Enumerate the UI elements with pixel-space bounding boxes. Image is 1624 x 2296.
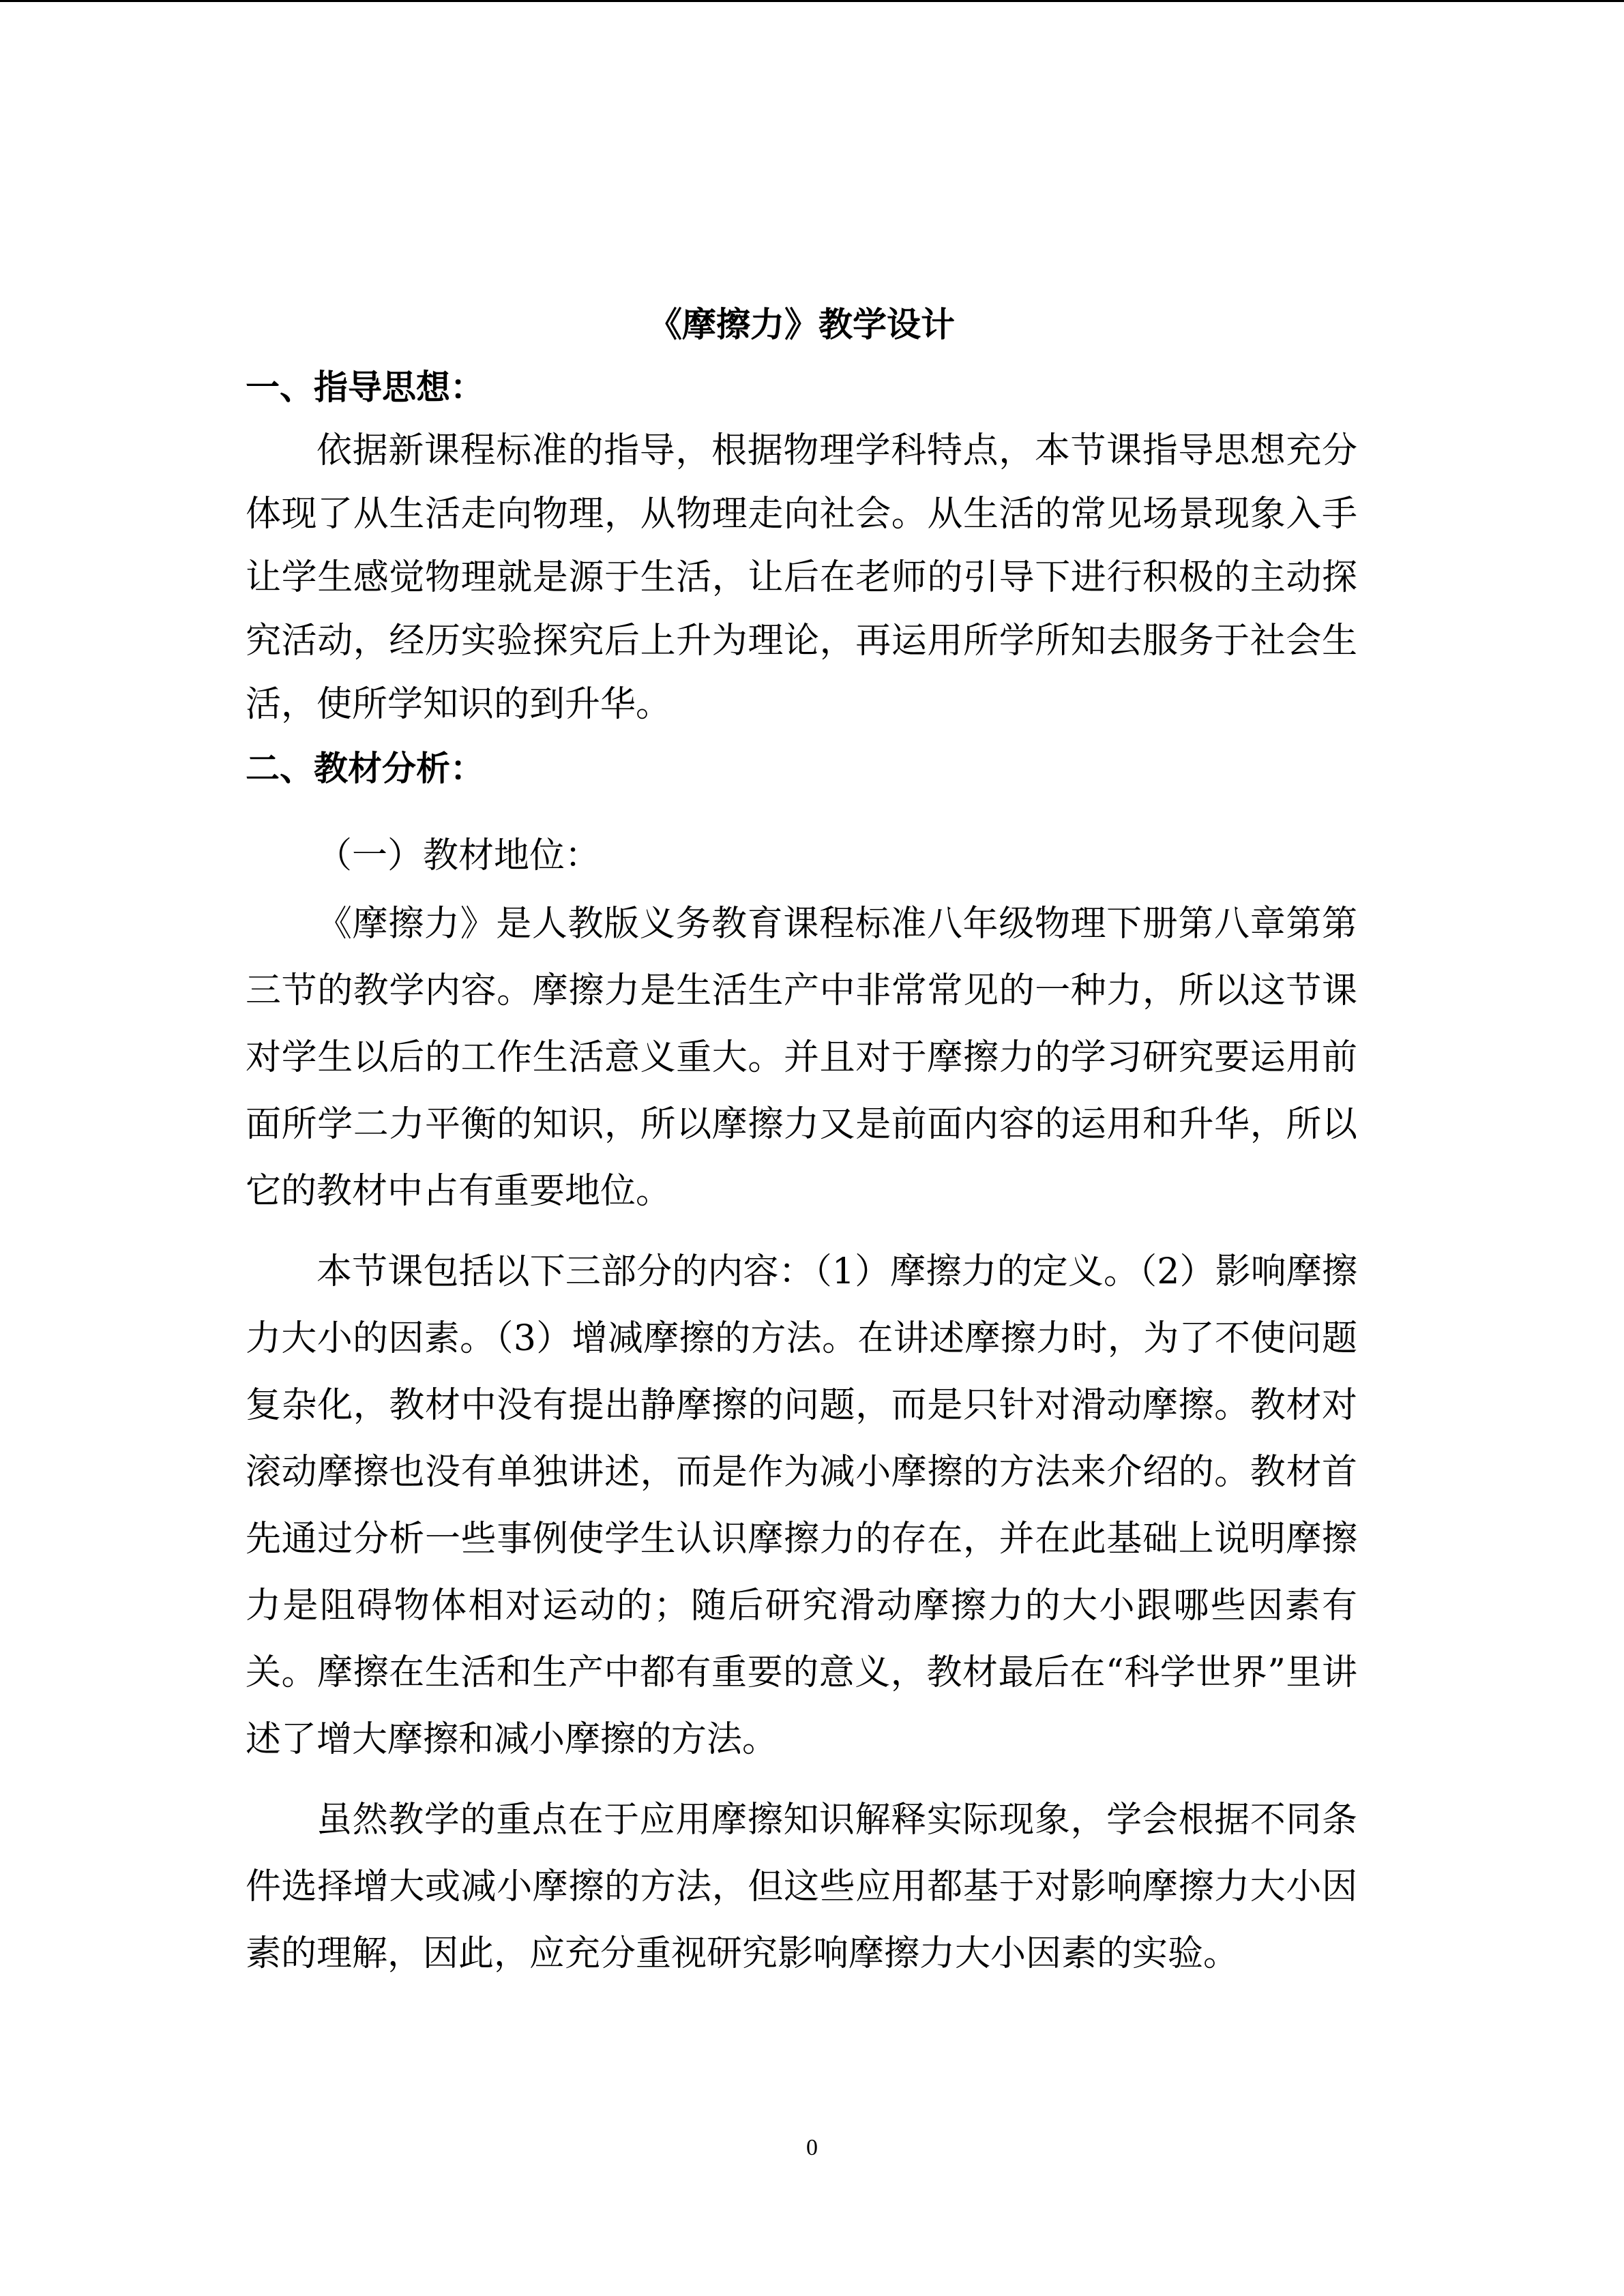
- section-heading-textbook-analysis: 二、教材分析：: [246, 748, 484, 788]
- paragraph-textbook-position: 《摩擦力》是人教版义务教育课程标准八年级物理下册第八章第第三节的教学内容。摩擦力是生活生产中非常常见的一种力，所以这节课对学生以后的工作生活意义重大。并且对于摩擦力的学习研究要运用前面所学二力平衡的知识，所以摩擦力又是前面内容的运用和升华，所以它的教材中占有重要地位。: [246, 904, 1357, 1212]
- document-body: [246, 294, 1357, 1987]
- paragraph-teaching-focus: 虽然教学的重点在于应用摩擦知识解释实际现象，学会根据不同条件选择增大或减小摩擦的方法，但这些应用都基于对影响摩擦力大小因素的理解，因此，应充分重视研究影响摩擦力大小因素的实验。: [246, 1800, 1357, 1974]
- document-title: 《摩擦力》教学设计: [648, 304, 955, 344]
- subheading-textbook-position: （一）教材地位：: [316, 835, 601, 876]
- page-number: 0: [806, 2135, 818, 2160]
- paragraph-guiding-ideology: 依据新课程标准的指导，根据物理学科特点，本节课指导思想充分体现了从生活走向物理，从物理走向社会。从生活的常见场景现象入手让学生感觉物理就是源于生活，让后在老师的引导下进行积极的主动探究活动，经历实验探究后上升为理论，再运用所学所知去服务于社会生活，使所学知识的到升华。: [246, 430, 1357, 725]
- section-heading-guiding-ideology: 一、指导思想：: [246, 367, 484, 407]
- paragraph-lesson-contents: 本节课包括以下三部分的内容：（1）摩擦力的定义。（2）影响摩擦力大小的因素。（3）增减摩擦的方法。在讲述摩擦力时，为了不使问题复杂化，教材中没有提出静摩擦的问题，而是只针对滑动摩擦。教材对滚动摩擦也没有单独讲述，而是作为减小摩擦的方法来介绍的。教材首先通过分析一些事例使学生认识摩擦力的存在，并在此基础上说明摩擦力是阻碍物体相对运动的；随后研究滑动摩擦力的大小跟哪些因素有关。摩擦在生活和生产中都有重要的意义，教材最后在“科学世界”里讲述了增大摩擦和减小摩擦的方法。: [246, 1251, 1357, 1760]
